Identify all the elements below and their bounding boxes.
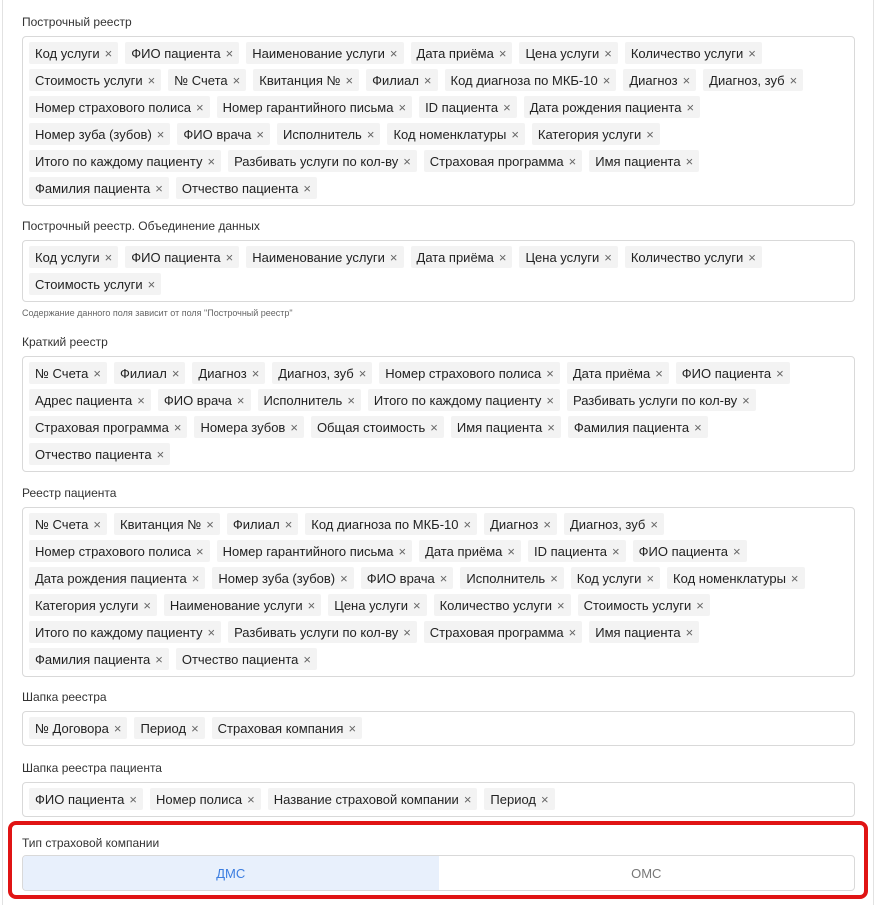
tag-chip (246, 246, 403, 268)
tag-chip (676, 362, 790, 384)
tag-chip (524, 96, 700, 118)
tag-label: Итого по каждому пациенту (35, 153, 203, 169)
close-icon[interactable]: × (748, 249, 756, 265)
tag-chip (519, 246, 617, 268)
tag-label: Период (490, 791, 537, 807)
tag-label: Название страховой компании (273, 791, 459, 807)
tag-label: Дата приёма (416, 45, 494, 61)
tag-label: ID пациента (533, 543, 608, 559)
close-icon[interactable]: × (498, 45, 507, 61)
tag-label: Итого по каждому пациенту (35, 624, 203, 640)
tag-chip (484, 513, 557, 535)
close-icon[interactable]: × (143, 597, 151, 613)
tag-label: Цена услуги (334, 597, 409, 613)
tag-label: Фамилия пациента (35, 180, 151, 196)
tag-label: Цена услуги (525, 45, 600, 61)
close-icon[interactable]: × (682, 72, 691, 88)
close-icon[interactable]: × (340, 570, 348, 586)
tag-label: Квитанция № (259, 72, 341, 88)
close-icon[interactable]: × (498, 249, 507, 265)
tag-chip (387, 123, 524, 145)
close-icon[interactable]: × (104, 249, 113, 265)
field-patient-registry (22, 485, 855, 677)
field-label: Шапка реестра (22, 690, 107, 704)
tag-label: Диагноз, зуб (709, 72, 785, 88)
tag-chip (168, 69, 246, 91)
close-icon[interactable]: × (733, 543, 741, 559)
tag-chip (532, 123, 660, 145)
tag-label: Код услуги (576, 570, 642, 586)
close-icon[interactable]: × (686, 99, 695, 115)
field-hint: Содержание данного поля зависит от поля "Построчный реестр" (22, 308, 293, 318)
tag-chip (253, 69, 359, 91)
tag-chip (411, 42, 513, 64)
close-icon[interactable]: × (225, 249, 234, 265)
tag-chip (164, 594, 321, 616)
tag-label: Дата приёма (425, 543, 503, 559)
tag-label: Количество услуги (630, 249, 744, 265)
close-icon[interactable]: × (155, 180, 163, 196)
tag-chip (114, 513, 220, 535)
close-icon[interactable]: × (225, 45, 234, 61)
tag-chip (528, 540, 626, 562)
tag-chip (633, 540, 747, 562)
tag-label: Отчество пациента (35, 446, 152, 462)
tag-label: Номер гарантийного письма (222, 543, 394, 559)
tag-chip (366, 69, 437, 91)
tag-label: Номер страхового полиса (35, 99, 191, 115)
tag-chip (29, 69, 161, 91)
tag-chip (564, 513, 664, 535)
tag-chip (227, 513, 298, 535)
close-icon[interactable]: × (247, 791, 255, 807)
tag-label: Имя пациента (595, 624, 681, 640)
tag-chip (568, 416, 708, 438)
tag-chip (217, 540, 412, 562)
tag-chip (419, 540, 521, 562)
close-icon[interactable]: × (568, 624, 577, 640)
close-icon[interactable]: × (195, 543, 204, 559)
tag-label: № Счета (35, 365, 89, 381)
tag-label: Квитанция № (120, 516, 202, 532)
tag-chip (578, 594, 710, 616)
tag-chip (177, 123, 270, 145)
tag-label: № Счета (174, 72, 228, 88)
tag-label: Стоимость услуги (583, 597, 692, 613)
tag-label: Диагноз (629, 72, 678, 88)
close-icon[interactable]: × (694, 419, 702, 435)
close-icon[interactable]: × (398, 99, 407, 115)
close-icon[interactable]: × (547, 419, 555, 435)
close-icon[interactable]: × (232, 72, 241, 88)
tag-chip (567, 362, 669, 384)
tag-chip (212, 567, 353, 589)
tag-label: Дата рождения пациента (529, 99, 682, 115)
tag-chip (29, 621, 221, 643)
close-icon[interactable]: × (742, 392, 750, 408)
tag-select-line-registry[interactable] (22, 36, 855, 206)
close-icon[interactable]: × (93, 365, 102, 381)
close-icon[interactable]: × (113, 720, 122, 736)
close-icon[interactable]: × (556, 597, 565, 613)
tag-label: Период (140, 720, 187, 736)
tag-label: Номер гарантийного письма (222, 99, 394, 115)
tag-label: Код диагноза по МКБ-10 (311, 516, 459, 532)
tag-chip (125, 42, 239, 64)
tag-label: Филиал (372, 72, 419, 88)
close-icon[interactable]: × (403, 153, 411, 169)
tag-select-short-registry[interactable] (22, 356, 855, 472)
tag-chip (134, 717, 204, 739)
tag-label: Наименование услуги (252, 249, 385, 265)
close-icon[interactable]: × (685, 624, 694, 640)
close-icon[interactable]: × (147, 276, 156, 292)
close-icon[interactable]: × (503, 99, 511, 115)
tag-chip (451, 416, 561, 438)
close-icon[interactable]: × (290, 419, 298, 435)
insurance-type-highlight (8, 821, 868, 899)
tag-label: Количество услуги (439, 597, 552, 613)
tag-label: Код номенклатуры (673, 570, 786, 586)
close-icon[interactable]: × (696, 597, 704, 613)
tag-chip (192, 362, 265, 384)
close-icon[interactable]: × (173, 419, 182, 435)
tag-label: ФИО пациента (131, 249, 221, 265)
tag-chip (150, 788, 261, 810)
tag-chip (125, 246, 239, 268)
tag-chip (445, 69, 617, 91)
insurance-type-label: Тип страховой компании (22, 836, 160, 850)
insurance-type-segmented (22, 855, 855, 891)
close-icon[interactable]: × (423, 72, 432, 88)
close-icon[interactable]: × (507, 543, 515, 559)
tag-chip (667, 567, 804, 589)
close-icon[interactable]: × (171, 365, 180, 381)
tag-chip (277, 123, 380, 145)
close-icon[interactable]: × (358, 365, 367, 381)
tag-chip (29, 416, 187, 438)
tag-chip (268, 788, 478, 810)
close-icon[interactable]: × (303, 180, 311, 196)
close-icon[interactable]: × (347, 392, 355, 408)
tag-chip (419, 96, 517, 118)
close-icon[interactable]: × (543, 516, 551, 532)
close-icon[interactable]: × (604, 249, 612, 265)
tag-chip (623, 69, 696, 91)
tag-chip (246, 42, 403, 64)
close-icon[interactable]: × (568, 153, 577, 169)
tag-label: Отчество пациента (181, 651, 299, 667)
close-icon[interactable]: × (776, 365, 784, 381)
tag-chip (176, 648, 317, 670)
close-icon[interactable]: × (236, 392, 245, 408)
tag-chip (589, 621, 699, 643)
tag-label: Разбивать услуги по кол-ву (234, 624, 399, 640)
close-icon[interactable]: × (206, 516, 214, 532)
close-icon[interactable]: × (463, 791, 472, 807)
tag-select-patient-registry-header[interactable] (22, 782, 855, 817)
close-icon[interactable]: × (256, 126, 265, 142)
tag-chip (176, 177, 317, 199)
tag-label: Диагноз, зуб (569, 516, 646, 532)
tag-chip (368, 389, 560, 411)
field-label: Построчный реестр. Объединение данных (22, 219, 260, 233)
close-icon[interactable]: × (191, 570, 200, 586)
tag-chip (29, 123, 170, 145)
tag-chip (29, 362, 107, 384)
close-icon[interactable]: × (93, 516, 102, 532)
field-label: Построчный реестр (22, 15, 132, 29)
tag-label: ФИО врача (183, 126, 252, 142)
tag-label: Страховая программа (35, 419, 169, 435)
tag-label: Фамилия пациента (35, 651, 151, 667)
tag-label: Номер полиса (155, 791, 243, 807)
close-icon[interactable]: × (191, 720, 199, 736)
close-icon[interactable]: × (430, 419, 438, 435)
tag-chip (194, 416, 304, 438)
tag-chip (29, 42, 118, 64)
tag-select-patient-registry[interactable] (22, 507, 855, 677)
close-icon[interactable]: × (403, 624, 411, 640)
tag-label: Разбивать услуги по кол-ву (234, 153, 399, 169)
tag-label: Номер зуба (зубов) (35, 126, 152, 142)
tag-label: Страховая программа (429, 153, 564, 169)
close-icon[interactable]: × (541, 791, 549, 807)
tag-label: Наименование услуги (169, 597, 303, 613)
tag-label: Отчество пациента (181, 180, 299, 196)
field-registry-header (22, 689, 855, 746)
tag-chip (29, 150, 221, 172)
close-icon[interactable]: × (307, 597, 316, 613)
tag-label: Код услуги (35, 249, 100, 265)
tag-label: Категория услуги (35, 597, 139, 613)
close-icon[interactable]: × (646, 570, 655, 586)
tag-label: Код услуги (35, 45, 100, 61)
tag-chip (703, 69, 803, 91)
tag-chip (460, 567, 563, 589)
close-icon[interactable]: × (655, 365, 663, 381)
tag-label: Номера зубов (200, 419, 286, 435)
tag-chip (567, 389, 756, 411)
tag-chip (29, 540, 210, 562)
close-icon[interactable]: × (650, 516, 658, 532)
field-label: Реестр пациента (22, 486, 117, 500)
close-icon[interactable]: × (104, 45, 113, 61)
tag-select-line-registry-merge[interactable] (22, 240, 855, 302)
tag-chip (571, 567, 660, 589)
segment-dms[interactable]: ДМС (23, 856, 439, 890)
tag-label: Исполнитель (283, 126, 362, 142)
tag-chip (29, 648, 169, 670)
tag-label: Имя пациента (456, 419, 543, 435)
close-icon[interactable]: × (147, 72, 156, 88)
tag-chip (228, 150, 417, 172)
close-icon[interactable]: × (789, 72, 798, 88)
segment-oms[interactable]: ОМС (631, 865, 662, 881)
tag-label: Номер страхового полиса (35, 543, 191, 559)
tag-chip (228, 621, 417, 643)
tag-chip (305, 513, 477, 535)
tag-chip (212, 717, 362, 739)
tag-label: Исполнитель (263, 392, 343, 408)
close-icon[interactable]: × (604, 45, 612, 61)
tag-label: Разбивать услуги по кол-ву (572, 392, 738, 408)
tag-label: Дата рождения пациента (35, 570, 187, 586)
tag-label: Номер зуба (зубов) (218, 570, 336, 586)
close-icon[interactable]: × (511, 126, 519, 142)
tag-chip (29, 389, 151, 411)
tag-label: ID пациента (425, 99, 499, 115)
tag-label: ФИО врача (366, 570, 435, 586)
tag-chip (272, 362, 372, 384)
tag-chip (29, 273, 161, 295)
field-short-registry (22, 334, 855, 472)
tag-label: ФИО пациента (638, 543, 728, 559)
tag-chip (29, 443, 170, 465)
tag-chip (328, 594, 426, 616)
tag-label: Фамилия пациента (573, 419, 690, 435)
tag-chip (311, 416, 444, 438)
close-icon[interactable]: × (284, 516, 293, 532)
close-icon[interactable]: × (345, 72, 354, 88)
field-patient-registry-header (22, 760, 855, 817)
tag-chip (29, 788, 143, 810)
tag-label: ФИО пациента (131, 45, 221, 61)
field-label: Шапка реестра пациента (22, 761, 162, 775)
tag-chip (29, 594, 157, 616)
tag-label: Номер страхового полиса (385, 365, 542, 381)
close-icon[interactable]: × (156, 446, 165, 462)
tag-chip (158, 389, 251, 411)
close-icon[interactable]: × (602, 72, 611, 88)
close-icon[interactable]: × (366, 126, 375, 142)
tag-label: Адрес пациента (35, 392, 133, 408)
tag-label: Имя пациента (595, 153, 681, 169)
tag-chip (361, 567, 454, 589)
close-icon[interactable]: × (550, 570, 558, 586)
tag-label: Филиал (120, 365, 167, 381)
tag-label: Дата приёма (572, 365, 651, 381)
close-icon[interactable]: × (612, 543, 620, 559)
close-icon[interactable]: × (646, 126, 654, 142)
tag-label: Страховая программа (429, 624, 564, 640)
close-icon[interactable]: × (463, 516, 472, 532)
tag-label: Диагноз, зуб (278, 365, 354, 381)
tag-chip (434, 594, 571, 616)
close-icon[interactable]: × (546, 365, 554, 381)
tag-label: Стоимость услуги (35, 72, 143, 88)
tag-chip (29, 177, 169, 199)
tag-chip (424, 150, 582, 172)
close-icon[interactable]: × (156, 126, 165, 142)
tag-label: Цена услуги (525, 249, 600, 265)
tag-chip (29, 96, 210, 118)
close-icon[interactable]: × (389, 45, 398, 61)
tag-label: Дата приёма (416, 249, 494, 265)
tag-chip (379, 362, 560, 384)
tag-label: Диагноз (198, 365, 247, 381)
tag-label: Стоимость услуги (35, 276, 143, 292)
tag-chip (411, 246, 513, 268)
tag-label: Итого по каждому пациенту (373, 392, 542, 408)
close-icon[interactable]: × (748, 45, 756, 61)
tag-chip (589, 150, 699, 172)
close-icon[interactable]: × (685, 153, 694, 169)
tag-chip (29, 246, 118, 268)
close-icon[interactable]: × (790, 570, 799, 586)
close-icon[interactable]: × (546, 392, 554, 408)
tag-label: Исполнитель (466, 570, 546, 586)
close-icon[interactable]: × (398, 543, 407, 559)
tag-label: Диагноз (490, 516, 539, 532)
tag-chip (484, 788, 554, 810)
tag-chip (29, 717, 127, 739)
tag-label: № Счета (35, 516, 89, 532)
tag-label: Страховая компания (217, 720, 344, 736)
close-icon[interactable]: × (207, 624, 216, 640)
tag-chip (519, 42, 617, 64)
close-icon[interactable]: × (129, 791, 137, 807)
tag-chip (29, 567, 205, 589)
close-icon[interactable]: × (137, 392, 145, 408)
tag-chip (258, 389, 361, 411)
tag-label: № Договора (35, 720, 109, 736)
field-line-registry (22, 14, 855, 206)
tag-chip (625, 42, 762, 64)
close-icon[interactable]: × (413, 597, 421, 613)
tag-label: Количество услуги (630, 45, 744, 61)
tag-chip (625, 246, 762, 268)
tag-chip (217, 96, 412, 118)
tag-label: Филиал (232, 516, 280, 532)
tag-label: Наименование услуги (252, 45, 385, 61)
tag-label: ФИО пациента (681, 365, 772, 381)
field-label: Краткий реестр (22, 335, 108, 349)
close-icon[interactable]: × (348, 720, 357, 736)
tag-chip (424, 621, 582, 643)
tag-chip (29, 513, 107, 535)
close-icon[interactable]: × (155, 651, 163, 667)
field-line-registry-merge (22, 218, 855, 319)
tag-chip (114, 362, 185, 384)
tag-label: Категория услуги (537, 126, 642, 142)
close-icon[interactable]: × (251, 365, 260, 381)
close-icon[interactable]: × (303, 651, 311, 667)
tag-label: ФИО пациента (35, 791, 125, 807)
close-icon[interactable]: × (439, 570, 448, 586)
close-icon[interactable]: × (389, 249, 398, 265)
tag-label: Код диагноза по МКБ-10 (450, 72, 598, 88)
tag-select-registry-header[interactable] (22, 711, 855, 746)
close-icon[interactable]: × (207, 153, 216, 169)
tag-label: Общая стоимость (316, 419, 426, 435)
tag-label: ФИО врача (163, 392, 232, 408)
tag-label: Код номенклатуры (393, 126, 507, 142)
close-icon[interactable]: × (195, 99, 204, 115)
